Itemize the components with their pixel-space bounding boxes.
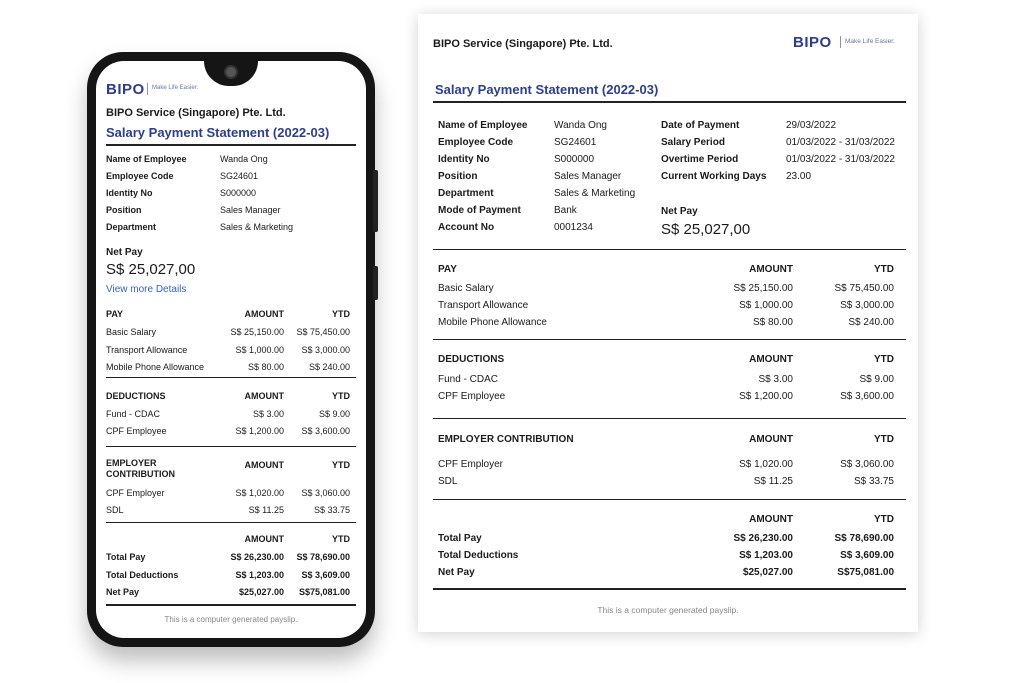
employer-row-label: CPF Employer [438,459,504,470]
total-row-amount: S$ 26,230.00 [733,533,793,544]
column-header: AMOUNT [244,460,284,470]
divider [433,588,906,590]
employer-row-amount: S$ 11.25 [753,476,793,487]
employee-value: Sales & Marketing [554,188,636,199]
deduction-row-ytd: S$ 3,600.00 [840,391,894,402]
column-header: YTD [874,354,894,365]
period-value: 01/03/2022 - 31/03/2022 [786,154,895,165]
employer-row-label: SDL [438,476,458,487]
phone-frame [87,52,375,647]
camera-icon [224,65,238,79]
employer-row-label: SDL [106,505,124,515]
employee-value: 0001234 [554,222,593,233]
employee-value: S000000 [220,188,257,198]
divider [433,101,906,103]
employee-label: Department [438,188,494,199]
total-row-ytd: S$ 78,690.00 [834,533,894,544]
period-label: Salary Period [661,137,725,148]
employee-value: S000000 [554,154,595,165]
net-pay-label: Net Pay [661,206,698,217]
total-row-amount: $25,027.00 [238,587,284,597]
column-header: YTD [874,514,894,525]
employer-row-ytd: S$ 33.75 [313,505,350,515]
pay-row-label: Transport Allowance [438,300,529,311]
total-row-label: Net Pay [106,587,140,597]
column-header: AMOUNT [244,391,284,401]
period-label: Overtime Period [661,154,739,165]
pay-row-amount: S$ 80.00 [247,362,284,372]
employee-value: Wanda Ong [220,154,268,164]
employee-value: Bank [554,205,577,216]
footer-note: This is a computer generated payslip. [164,615,298,624]
section-header: CONTRIBUTION [106,469,175,479]
total-row-label: Total Pay [106,552,146,562]
total-row-amount: S$ 1,203.00 [739,550,793,561]
pay-row-ytd: S$ 3,000.00 [301,345,350,355]
company-name: BIPO Service (Singapore) Pte. Ltd. [433,38,613,50]
divider [106,604,356,606]
section-header: EMPLOYER CONTRIBUTION [438,434,574,445]
statement-title: Salary Payment Statement (2022-03) [106,125,330,140]
employee-value: SG24601 [220,171,259,181]
employee-label: Employee Code [438,137,514,148]
period-value: 01/03/2022 - 31/03/2022 [786,137,895,148]
deduction-row-amount: S$ 1,200.00 [739,391,793,402]
company-name: BIPO Service (Singapore) Pte. Ltd. [106,107,286,119]
total-row-amount: S$ 26,230.00 [230,552,284,562]
employee-label: Account No [438,222,495,233]
divider [433,499,906,500]
pay-row-label: Basic Salary [438,283,494,294]
net-pay-label: Net Pay [106,247,143,258]
bipo-logo: BIPO [106,81,145,98]
total-row-label: Total Deductions [106,570,179,580]
employee-label: Position [438,171,478,182]
logo-tagline: Make Life Easier. [845,38,895,45]
logo-divider [840,36,841,48]
employer-row-amount: S$ 1,020.00 [739,459,793,470]
employee-label: Name of Employee [106,154,187,164]
column-header: YTD [874,264,894,275]
total-row-ytd: S$75,081.00 [298,587,350,597]
section-header: DEDUCTIONS [438,354,505,365]
employee-label: Mode of Payment [438,205,521,216]
deduction-row-amount: S$ 1,200.00 [235,426,284,436]
pay-row-ytd: S$ 240.00 [308,362,350,372]
total-row-ytd: S$75,081.00 [837,567,894,578]
deduction-row-label: CPF Employee [438,391,506,402]
column-header: AMOUNT [749,354,793,365]
column-header: AMOUNT [244,534,284,544]
pay-row-label: Mobile Phone Allowance [438,317,547,328]
deduction-row-ytd: S$ 9.00 [318,409,350,419]
employee-label: Name of Employee [438,120,528,131]
employer-row-label: CPF Employer [106,488,165,498]
pay-row-amount: S$ 25,150.00 [733,283,793,294]
view-more-link[interactable]: View more Details [106,284,187,295]
deduction-row-amount: S$ 3.00 [252,409,284,419]
total-row-ytd: S$ 78,690.00 [296,552,350,562]
total-row-label: Net Pay [438,567,475,578]
total-row-label: Total Pay [438,533,482,544]
pay-row-ytd: S$ 75,450.00 [296,327,350,337]
column-header: AMOUNT [749,434,793,445]
employee-value: Sales Manager [220,205,281,215]
employer-row-amount: S$ 11.25 [248,505,284,515]
divider [106,522,356,523]
phone-notch [204,61,258,86]
section-header: EMPLOYER [106,458,157,468]
period-value: 29/03/2022 [786,120,837,131]
logo-divider [147,83,148,95]
total-row-amount: S$ 1,203.00 [235,570,284,580]
employee-label: Identity No [106,188,153,198]
employer-row-ytd: S$ 3,060.00 [301,488,350,498]
column-header: YTD [332,309,350,319]
payslip-document [418,14,918,632]
pay-row-label: Transport Allowance [106,345,188,355]
employee-label: Identity No [438,154,490,165]
section-header: PAY [106,309,124,319]
column-header: YTD [874,434,894,445]
pay-row-label: Mobile Phone Allowance [106,362,205,372]
employee-value: SG24601 [554,137,597,148]
column-header: YTD [332,460,350,470]
column-header: AMOUNT [244,309,284,319]
employer-row-ytd: S$ 3,060.00 [840,459,894,470]
period-label: Date of Payment [661,120,740,131]
employer-row-amount: S$ 1,020.00 [235,488,284,498]
pay-row-amount: S$ 80.00 [752,317,793,328]
divider [433,249,906,250]
divider [433,418,906,419]
column-header: YTD [332,534,350,544]
divider [433,339,906,340]
deduction-row-ytd: S$ 3,600.00 [301,426,350,436]
divider [106,144,356,146]
pay-row-ytd: S$ 75,450.00 [834,283,894,294]
total-row-amount: $25,027.00 [742,567,793,578]
pay-row-amount: S$ 25,150.00 [230,327,284,337]
pay-row-label: Basic Salary [106,327,157,337]
deduction-row-label: CPF Employee [106,426,167,436]
section-header: PAY [438,264,457,275]
column-header: AMOUNT [749,264,793,275]
phone-screen [96,61,366,638]
total-row-ytd: S$ 3,609.00 [301,570,350,580]
footer-note: This is a computer generated payslip. [597,605,739,615]
employee-value: Sales Manager [554,171,622,182]
column-header: YTD [332,391,350,401]
logo-tagline: Make Life Easier. [152,85,199,91]
statement-title: Salary Payment Statement (2022-03) [435,82,659,97]
total-row-label: Total Deductions [438,550,519,561]
divider [106,446,356,447]
column-header: AMOUNT [749,514,793,525]
phone-side-button [373,170,378,232]
pay-row-amount: S$ 1,000.00 [739,300,793,311]
pay-row-amount: S$ 1,000.00 [235,345,284,355]
deduction-row-label: Fund - CDAC [106,409,161,419]
pay-row-ytd: S$ 240.00 [848,317,894,328]
deduction-row-amount: S$ 3.00 [758,374,793,385]
deduction-row-ytd: S$ 9.00 [859,374,894,385]
total-row-ytd: S$ 3,609.00 [840,550,894,561]
divider [106,377,356,378]
bipo-logo: BIPO [793,34,832,51]
employee-label: Position [106,205,142,215]
employee-label: Department [106,222,157,232]
net-pay-value: S$ 25,027,00 [106,261,196,278]
deduction-row-label: Fund - CDAC [438,374,499,385]
employee-label: Employee Code [106,171,174,181]
employer-row-ytd: S$ 33.75 [853,476,894,487]
section-header: DEDUCTIONS [106,391,166,401]
net-pay-value: S$ 25,027,00 [661,221,751,238]
employee-value: Wanda Ong [554,120,607,131]
employee-value: Sales & Marketing [220,222,294,232]
period-label: Current Working Days [661,171,767,182]
phone-side-button [373,266,378,300]
period-value: 23.00 [786,171,812,182]
pay-row-ytd: S$ 3,000.00 [840,300,894,311]
